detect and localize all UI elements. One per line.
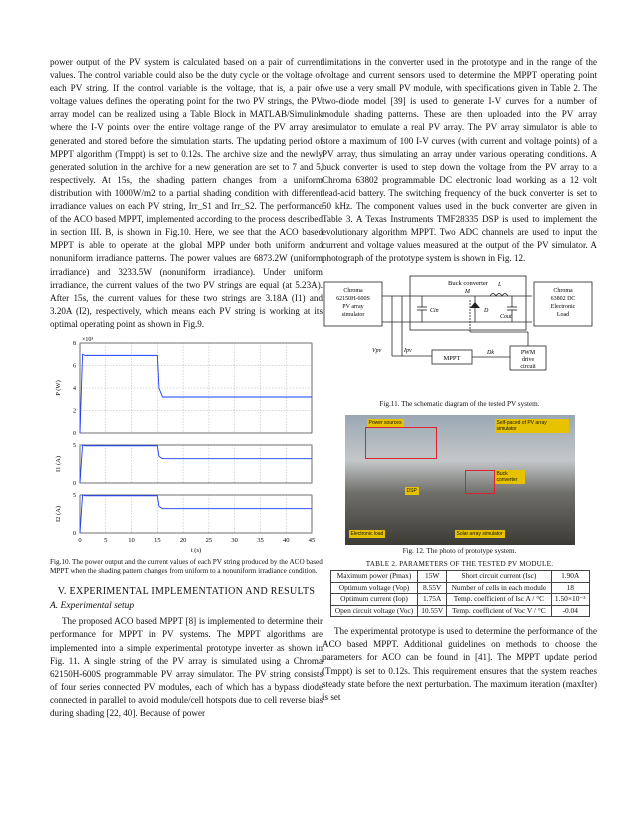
y-multiplier-label: ×10³ <box>82 336 94 343</box>
left-paragraph-1: power output of the PV system is calculated based on a pair of current values. The control variable could also be the duty cycle or the voltage of each PV string. If the control variable is the voltage, that is, a pair of voltage values defines the operating point for the two PV strings, the PV array model can be realized using a Table Block in MATLAB/Simulink where the I-V points over the entire voltage range of the PV array are generated and stored before the simulation starts. The updating period of MPPT algorithm (Tmppt) is set to 0.12s. The archive size and the newly generated solution in the archive for a new generation are set to 7 and 5, respectively. At 15s, the shading pattern changes from a uniform distribution with 1000W/m2 to a partial shading condition with different irradiance values on each PV string, Irr_S1 and Irr_S2. The performance of the ACO based MPPT, implemented according to the process described in section III. B, is shown in Fig.10. Here, we see that the ACO based MPPT is able to operate at the global MPP under both uniform and nonuniform irradiance patterns. The power values are 6873.2W (uniform irradiance) and 3233.5W (nonuniform irradiance). Under uniform irradiance, the current values of the two PV strings are equal (at 5.23A). After 15s, the current values for these two strings are 3.18A (I1) and 3.20A (I2), respectively, which means each PV string is working at its optimal operating point as shown in Fig.9. <box>50 57 323 329</box>
photo-tag-dsp: DSP <box>406 487 417 494</box>
x-tick-label: 35 <box>257 536 264 544</box>
x-tick-label: 30 <box>231 536 238 544</box>
x-tick-label: 45 <box>308 536 316 544</box>
pwm-label-3: circuit <box>520 363 536 370</box>
y-axis-label: I2 (A) <box>55 505 62 523</box>
y-tick-label: 0 <box>73 530 76 537</box>
photo-tag-load: Electronic load <box>350 530 384 537</box>
table-title: TABLE 2. PARAMETERS OF THE TESTED PV MODULE. <box>365 559 554 568</box>
photo-box-buck <box>465 470 495 494</box>
subsection-heading: A. Experimental setup <box>50 601 135 612</box>
table-row <box>330 582 589 594</box>
y-tick-label: 6 <box>73 363 76 370</box>
x-tick-label: 20 <box>179 536 187 544</box>
table-cell: 18 <box>551 582 589 594</box>
y-tick-label: 8 <box>73 340 76 347</box>
d-label: D <box>484 307 489 314</box>
chart-panel-frame <box>80 445 312 483</box>
y-tick-label: 5 <box>73 442 76 449</box>
table-row <box>330 594 589 606</box>
fig10-chart <box>50 333 323 558</box>
table-cell: Temp. coefficient of Isc A / °C <box>446 594 551 606</box>
l-label: L <box>498 281 502 288</box>
load-label-1: Chroma <box>553 287 573 294</box>
vpv-label: Vpv <box>372 347 382 354</box>
table-cell: 10.55V <box>418 605 446 617</box>
table-cell: Number of cells in each module <box>446 582 551 594</box>
x-tick-label: 10 <box>128 536 135 544</box>
table-cell: -0.04 <box>551 605 589 617</box>
fig12-caption: Fig. 12. The photo of prototype system. <box>402 546 517 555</box>
cin-label: Cin <box>430 307 439 314</box>
x-tick-label: 40 <box>282 536 290 544</box>
table-row <box>330 605 589 617</box>
chart-panel-frame <box>80 343 312 433</box>
right-paragraph-2: The experimental prototype is used to determine the performance of the ACO based MPPT. Additional guidelines on methods to choose the parameters for ACO can be found in [41]. The MPPT update period (Tmppt) is set to 0.12s. This requirement ensures that the system reaches steady state before the next perturbation. The maximum iteration (maxIter) is set <box>322 626 597 702</box>
y-tick-label: 4 <box>73 385 76 392</box>
parameters-table <box>330 570 590 617</box>
table-cell: Temp. coefficient of Voc V / °C <box>446 605 551 617</box>
buck-label: Buck converter <box>448 279 488 287</box>
y-tick-label: 0 <box>73 480 76 487</box>
y-axis-label: P (W) <box>55 380 62 396</box>
x-tick-label: 0 <box>78 536 82 544</box>
table-cell: 1.90A <box>551 570 589 582</box>
y-axis-label: I1 (A) <box>55 455 62 473</box>
table-cell: Short circuit current (Isc) <box>446 570 551 582</box>
table-cell: 8.55V <box>418 582 446 594</box>
mppt-label: MPPT <box>443 354 461 362</box>
table-row <box>330 570 589 582</box>
y-tick-label: 0 <box>73 430 76 437</box>
prototype-photo <box>345 415 575 545</box>
right-paragraph-1: limitations in the converter used in the prototype and in the range of the voltage and current sensors used to determine the MPPT operating point we use a very small PV module, with specifications given in Table 2. The two-diode model [39] is used to generate I-V curves for a number of module shading patterns. These are then uploaded into the PV array simulator to emulate a real PV array. The PV array simulator is able to store a maximum of 100 I-V curves (with current and voltage points) of a PV array, thus simulating an array under various operating conditions. A buck converter is used to step down the voltage from the PV array to a Chroma 63802 programmable DC electronic load working as a 12 volt lead-acid battery. The switching frequency of the buck converter is set to 50 kHz. The component values used in the buck converter are given in Table 3. A Texas Instruments TMF28335 DSP is used to implement the evolutionary algorithm MPPT. Two ADC channels are used to input the current and voltage values measured at the output of the PV simulator. A photograph of the prototype system is shown in Fig. 12. <box>322 57 597 264</box>
photo-box-power <box>365 427 437 459</box>
x-tick-label: 5 <box>104 536 108 544</box>
section-heading: V. EXPERIMENTAL IMPLEMENTATION AND RESULTS <box>57 586 316 598</box>
simulator-label-1: Chroma <box>343 287 363 294</box>
fig11-schematic <box>322 270 597 398</box>
load-label-2: 63802 DC <box>550 295 576 302</box>
photo-tag-buck: Buck converter <box>495 470 525 484</box>
photo-tag-self-paced: Self-paced of PV array simulator <box>495 419 569 433</box>
series-line <box>80 445 312 483</box>
m-label: M <box>465 288 470 295</box>
table-cell: 1.50×10⁻³ <box>551 594 589 606</box>
right-column <box>322 56 597 704</box>
series-line <box>80 495 312 533</box>
dk-label: Dk <box>487 349 494 356</box>
table-cell: Maximum power (Pmax) <box>330 570 418 582</box>
simulator-label-4: simulator <box>341 311 365 318</box>
pwm-label-2: drive <box>521 356 535 363</box>
chart-panel-frame <box>80 495 312 533</box>
fig10-caption: Fig.10. The power output and the current values of each PV string produced by the ACO based MPPT when the shading pattern changes from uniform to a nonuniform irradiance condition. <box>50 557 323 576</box>
cout-label: Cout <box>500 313 512 320</box>
fig11-caption: Fig.11. The schematic diagram of the tested PV system. <box>379 399 540 408</box>
x-axis-label: t (s) <box>190 546 202 554</box>
ipv-label: Ipv <box>404 347 412 354</box>
x-tick-label: 15 <box>154 536 161 544</box>
y-tick-label: 2 <box>73 408 76 415</box>
photo-tag-power: Power sources <box>368 419 402 426</box>
load-label-4: Load <box>556 311 570 318</box>
left-paragraph-2: The proposed ACO based MPPT [8] is implemented to determine their performance for MPPT in PV systems. The MPPT algorithms are implemented into a simple experimental prototype inverter as shown in Fig. 11. A single string of the PV array is simulated using a Chroma 62150H-600S programmable PV array simulator. The PV string consists of four series connected PV modules, each of which has a bypass diode connected in parallel to avoid module/cell hotspots due to cell reverse bias during shading [22, 40]. Because of power <box>50 616 323 719</box>
table-cell: Open circuit voltage (Voc) <box>330 605 418 617</box>
table-cell: 1.75A <box>418 594 446 606</box>
y-tick-label: 5 <box>73 492 76 499</box>
table-cell: 15W <box>418 570 446 582</box>
pwm-label-1: PWM <box>520 349 536 356</box>
simulator-label-2: 62150H-600S <box>336 295 370 302</box>
table-cell: Optimum current (Iop) <box>330 594 418 606</box>
series-line <box>80 354 312 433</box>
table-cell: Optimum voltage (Vop) <box>330 582 418 594</box>
x-tick-label: 25 <box>205 536 213 544</box>
left-column <box>50 56 323 720</box>
simulator-label-3: PV array <box>342 303 364 310</box>
photo-tag-simulator: Solar array simulator <box>456 530 503 537</box>
load-label-3: Electronic <box>550 303 576 310</box>
